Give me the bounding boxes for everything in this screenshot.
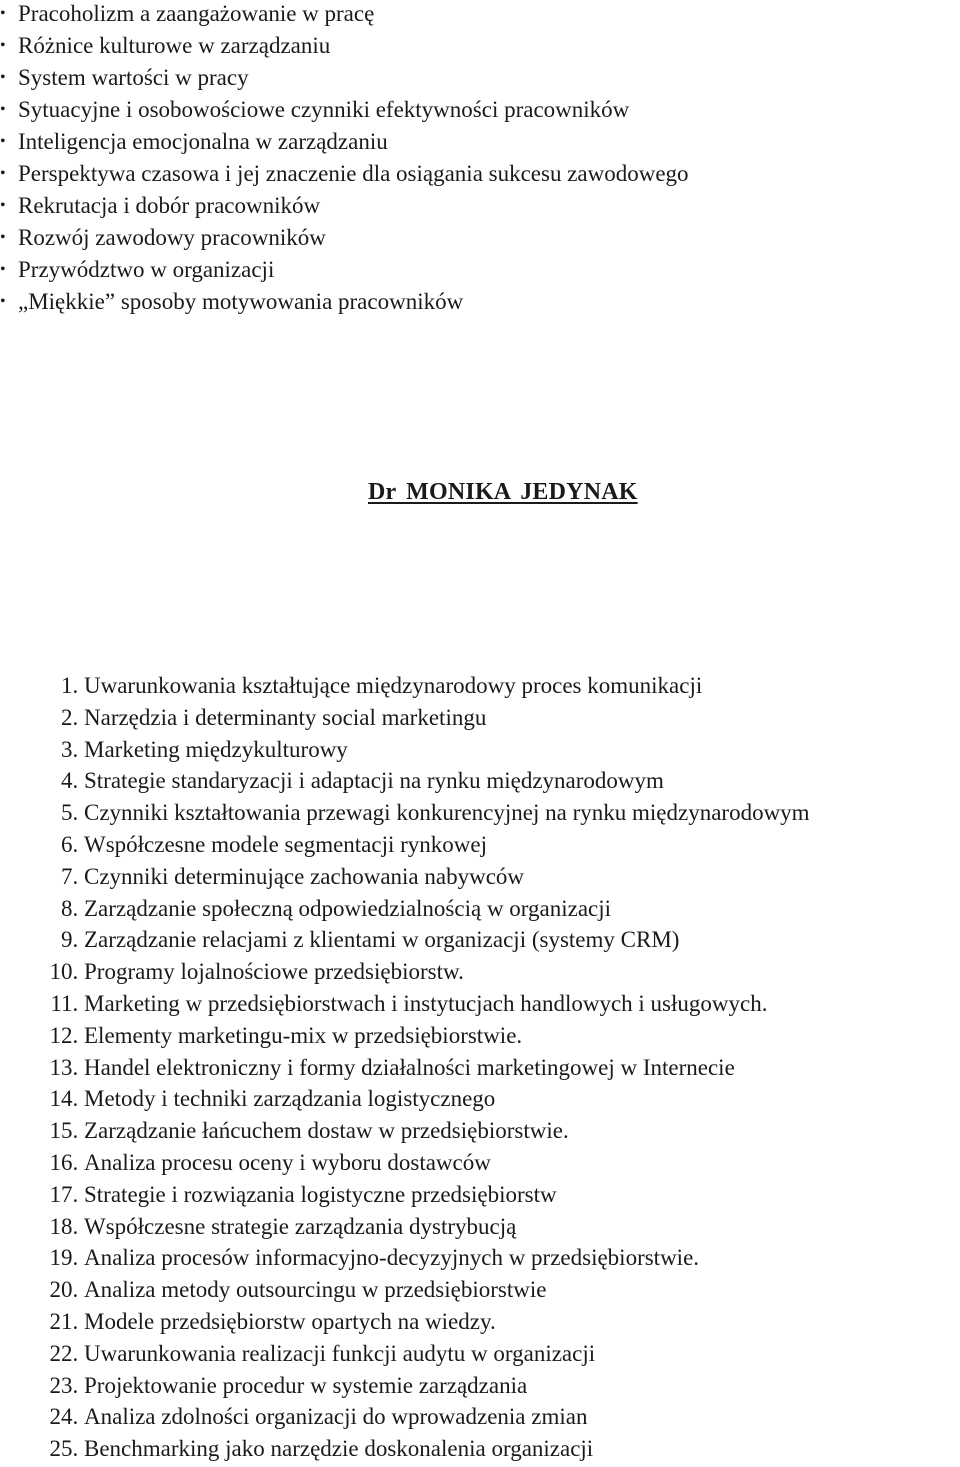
bullet-item — [0, 30, 689, 62]
item-number: 6. — [61, 831, 79, 857]
item-number: 25. — [49, 1436, 79, 1462]
item-number: 18. — [49, 1213, 79, 1239]
item-text: Elementy marketingu-mix w przedsiębiorstwie. — [84, 1022, 523, 1048]
list-item — [0, 1242, 810, 1274]
item-text: Strategie standaryzacji i adaptacji na rynku międzynarodowym — [84, 768, 664, 794]
item-text: Zarządzanie społeczną odpowiedzialnością w organizacji — [84, 895, 612, 921]
bullet-item — [0, 62, 689, 94]
item-text: Zarządzanie łańcuchem dostaw w przedsiębiorstwie. — [84, 1118, 569, 1144]
bullet-item — [0, 286, 689, 318]
bullet-icon: • — [0, 293, 6, 310]
list-item — [0, 829, 810, 861]
list-item — [0, 861, 810, 893]
item-number: 16. — [49, 1149, 79, 1175]
item-number: 23. — [49, 1372, 79, 1398]
item-number: 24. — [49, 1404, 79, 1430]
list-item — [0, 765, 810, 797]
item-text: Zarządzanie relacjami z klientami w organizacji (systemy CRM) — [84, 927, 680, 953]
bullet-item-text: Różnice kulturowe w zarządzaniu — [18, 33, 331, 58]
list-item — [0, 1211, 810, 1243]
bullet-icon: • — [0, 5, 6, 22]
list-item — [0, 956, 810, 988]
item-text: Analiza zdolności organizacji do wprowadzenia zmian — [84, 1404, 588, 1430]
author-name: Dr MONIKA JEDYNAK — [368, 479, 638, 505]
item-number: 4. — [61, 768, 79, 794]
bullet-item-text: Inteligencja emocjonalna w zarządzaniu — [18, 129, 388, 154]
bullet-icon: • — [0, 197, 6, 214]
list-item — [0, 1052, 810, 1084]
list-item — [0, 1020, 810, 1052]
item-text: Analiza procesów informacyjno-decyzyjnych w przedsiębiorstwie. — [84, 1245, 700, 1271]
list-item — [0, 1274, 810, 1306]
bullet-item-text: System wartości w pracy — [18, 65, 249, 90]
item-text: Handel elektroniczny i formy działalności marketingowej w Internecie — [84, 1054, 735, 1080]
item-text: Narzędzia i determinanty social marketingu — [84, 704, 487, 730]
item-number: 17. — [49, 1181, 79, 1207]
item-text: Współczesne modele segmentacji rynkowej — [84, 831, 487, 857]
item-text: Modele przedsiębiorstw opartych na wiedzy. — [84, 1308, 496, 1334]
bullet-item — [0, 126, 689, 158]
item-number: 2. — [61, 704, 79, 730]
item-number: 19. — [49, 1245, 79, 1271]
bullet-item-text: Perspektywa czasowa i jej znaczenie dla osiągania sukcesu zawodowego — [18, 161, 689, 186]
item-text: Projektowanie procedur w systemie zarządzania — [84, 1372, 528, 1398]
item-number: 22. — [49, 1340, 79, 1366]
bullet-item-text: Przywództwo w organizacji — [18, 257, 275, 282]
item-number: 21. — [49, 1308, 79, 1334]
item-text: Analiza procesu oceny i wyboru dostawców — [84, 1149, 491, 1175]
item-text: Marketing międzykulturowy — [84, 736, 348, 762]
item-text: Czynniki kształtowania przewagi konkurencyjnej na rynku międzynarodowym — [84, 800, 810, 826]
item-number: 9. — [61, 927, 79, 953]
list-item — [0, 1433, 810, 1465]
bullet-item-text: Sytuacyjne i osobowościowe czynniki efektywności pracowników — [18, 97, 630, 122]
item-number: 20. — [49, 1277, 79, 1303]
bullet-item — [0, 254, 689, 286]
list-item — [0, 1401, 810, 1433]
item-number: 3. — [61, 736, 79, 762]
item-number: 10. — [49, 959, 79, 985]
item-text: Marketing w przedsiębiorstwach i instytucjach handlowych i usługowych. — [84, 990, 768, 1016]
list-item — [0, 702, 810, 734]
item-number: 11. — [50, 990, 79, 1016]
numbered-topic-list — [0, 670, 810, 1465]
bullet-icon: • — [0, 101, 6, 118]
item-text: Analiza metody outsourcingu w przedsiębiorstwie — [84, 1277, 547, 1303]
item-number: 13. — [49, 1054, 79, 1080]
item-text: Czynniki determinujące zachowania nabywców — [84, 863, 525, 889]
list-item — [0, 924, 810, 956]
item-number: 1. — [61, 673, 79, 698]
item-text: Benchmarking jako narzędzie doskonalenia organizacji — [84, 1436, 594, 1462]
bullet-item-text: Rozwój zawodowy pracowników — [18, 225, 326, 250]
item-text: Programy lojalnościowe przedsiębiorstw. — [84, 959, 464, 985]
item-number: 5. — [61, 800, 79, 826]
bullet-item — [0, 158, 689, 190]
bullet-item-text: Pracoholizm a zaangażowanie w pracę — [18, 1, 375, 26]
bullet-icon: • — [0, 69, 6, 86]
item-number: 14. — [49, 1086, 79, 1112]
item-number: 15. — [49, 1118, 79, 1144]
bullet-item — [0, 190, 689, 222]
bullet-icon: • — [0, 165, 6, 182]
list-item — [0, 797, 810, 829]
list-item — [0, 1179, 810, 1211]
bullet-item — [0, 94, 689, 126]
list-item — [0, 1083, 810, 1115]
item-number: 8. — [61, 895, 79, 921]
list-item — [0, 1147, 810, 1179]
bullet-icon: • — [0, 133, 6, 150]
bullet-item — [0, 0, 689, 30]
list-item — [0, 1306, 810, 1338]
item-number: 7. — [61, 863, 79, 889]
bullet-icon: • — [0, 229, 6, 246]
list-item — [0, 893, 810, 925]
bullet-item — [0, 222, 689, 254]
list-item — [0, 734, 810, 766]
list-item — [0, 988, 810, 1020]
item-text: Współczesne strategie zarządzania dystrybucją — [84, 1213, 517, 1239]
list-item — [0, 1370, 810, 1402]
bullet-item-text: „Miękkie” sposoby motywowania pracowników — [18, 289, 464, 314]
bullet-topic-list — [0, 0, 689, 318]
item-text: Strategie i rozwiązania logistyczne przedsiębiorstw — [84, 1181, 557, 1207]
bullet-item-text: Rekrutacja i dobór pracowników — [18, 193, 321, 218]
bullet-icon: • — [0, 37, 6, 54]
item-text: Metody i techniki zarządzania logistycznego — [84, 1086, 496, 1112]
item-text: Uwarunkowania kształtujące międzynarodowy proces komunikacji — [84, 673, 703, 698]
item-number: 12. — [49, 1022, 79, 1048]
list-item — [0, 1115, 810, 1147]
list-item — [0, 1338, 810, 1370]
item-text: Uwarunkowania realizacji funkcji audytu w organizacji — [84, 1340, 596, 1366]
list-item — [0, 670, 810, 702]
bullet-icon: • — [0, 261, 6, 278]
